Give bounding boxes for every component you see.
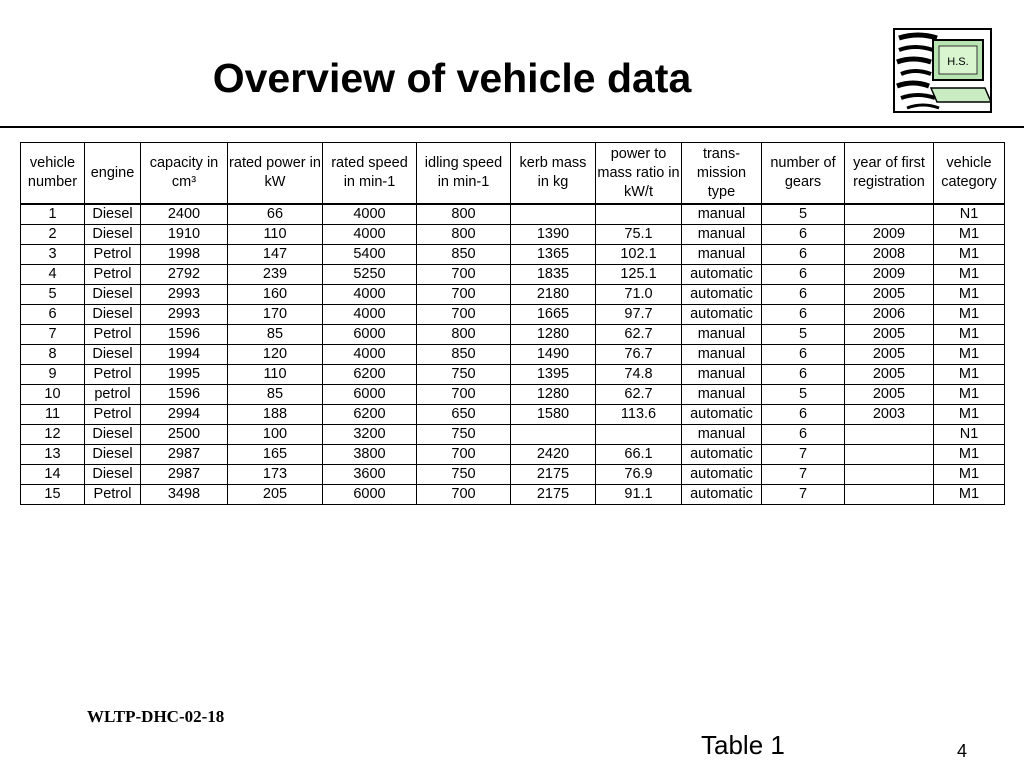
column-header: idling speed in min-1	[417, 143, 511, 205]
table-cell: 102.1	[596, 245, 682, 265]
table-cell: 13	[21, 445, 85, 465]
table-cell: Diesel	[85, 445, 141, 465]
table-cell: automatic	[682, 285, 762, 305]
table-cell: 6	[762, 265, 845, 285]
table-cell: 14	[21, 465, 85, 485]
table-cell: 125.1	[596, 265, 682, 285]
table-row	[21, 485, 1005, 505]
table-cell	[511, 425, 596, 445]
table-cell: 6000	[323, 325, 417, 345]
table-row	[21, 265, 1005, 285]
table-cell: 120	[228, 345, 323, 365]
table-cell: 85	[228, 385, 323, 405]
table-cell: 2005	[845, 345, 934, 365]
table-cell: 1365	[511, 245, 596, 265]
table-cell: 2005	[845, 325, 934, 345]
table-cell: 800	[417, 204, 511, 225]
vehicle-data-table	[20, 142, 1005, 505]
table-cell: 75.1	[596, 225, 682, 245]
table-cell: 1995	[141, 365, 228, 385]
table-cell: M1	[934, 365, 1005, 385]
table-cell: M1	[934, 385, 1005, 405]
table-cell: 2003	[845, 405, 934, 425]
table-row	[21, 445, 1005, 465]
table-cell: 2993	[141, 285, 228, 305]
table-cell: automatic	[682, 265, 762, 285]
table-cell: 700	[417, 445, 511, 465]
table-cell: 91.1	[596, 485, 682, 505]
table-cell: manual	[682, 225, 762, 245]
table-cell: 2	[21, 225, 85, 245]
table-cell: automatic	[682, 485, 762, 505]
table-cell: manual	[682, 425, 762, 445]
table-cell: 750	[417, 365, 511, 385]
table-cell: 1596	[141, 325, 228, 345]
page-title: Overview of vehicle data	[212, 55, 692, 101]
table-cell: 650	[417, 405, 511, 425]
table-cell: 6	[762, 245, 845, 265]
table-cell: M1	[934, 305, 1005, 325]
column-header: number of gears	[762, 143, 845, 205]
table-cell: 188	[228, 405, 323, 425]
table-cell: 6000	[323, 485, 417, 505]
table-cell: 700	[417, 305, 511, 325]
table-cell: manual	[682, 365, 762, 385]
table-row	[21, 425, 1005, 445]
column-header: capacity in cm³	[141, 143, 228, 205]
table-cell: 700	[417, 265, 511, 285]
column-header: power to mass ratio in kW/t	[596, 143, 682, 205]
table-cell: 850	[417, 345, 511, 365]
table-cell: 100	[228, 425, 323, 445]
table-cell: 2987	[141, 445, 228, 465]
table-cell: 2180	[511, 285, 596, 305]
table-cell	[845, 445, 934, 465]
table-row	[21, 204, 1005, 225]
table-row	[21, 225, 1005, 245]
table-cell: 2500	[141, 425, 228, 445]
table-cell: 1580	[511, 405, 596, 425]
table-cell: manual	[682, 245, 762, 265]
table-cell: automatic	[682, 445, 762, 465]
table-cell: 4000	[323, 305, 417, 325]
column-header: rated power in kW	[228, 143, 323, 205]
table-cell: 4000	[323, 345, 417, 365]
table-header-row	[21, 143, 1005, 205]
table-cell: 4	[21, 265, 85, 285]
table-cell: Petrol	[85, 485, 141, 505]
table-cell: M1	[934, 405, 1005, 425]
table-cell: manual	[682, 385, 762, 405]
table-cell: Petrol	[85, 325, 141, 345]
table-cell: 7	[762, 485, 845, 505]
document-id: WLTP-DHC-02-18	[87, 707, 225, 726]
table-cell: manual	[682, 204, 762, 225]
table-cell: 2005	[845, 365, 934, 385]
table-cell: 2994	[141, 405, 228, 425]
table-cell: 6	[762, 405, 845, 425]
table-cell: 5	[762, 204, 845, 225]
table-cell: 113.6	[596, 405, 682, 425]
column-header: engine	[85, 143, 141, 205]
table-row	[21, 345, 1005, 365]
title-divider	[0, 126, 1024, 128]
table-cell: 6	[21, 305, 85, 325]
table-cell: M1	[934, 465, 1005, 485]
table-cell: 165	[228, 445, 323, 465]
table-cell: 2400	[141, 204, 228, 225]
table-cell: 5400	[323, 245, 417, 265]
table-cell: 2009	[845, 265, 934, 285]
table-cell	[596, 425, 682, 445]
table-cell: 173	[228, 465, 323, 485]
table-cell: 2792	[141, 265, 228, 285]
table-cell: 2175	[511, 465, 596, 485]
column-header: rated speed in min-1	[323, 143, 417, 205]
table-cell: 4000	[323, 225, 417, 245]
table-cell: 2005	[845, 385, 934, 405]
column-header: trans- mission type	[682, 143, 762, 205]
table-row	[21, 325, 1005, 345]
table-cell	[596, 204, 682, 225]
table-cell: M1	[934, 485, 1005, 505]
table-cell	[845, 485, 934, 505]
table-cell: 6	[762, 225, 845, 245]
table-cell: 7	[762, 465, 845, 485]
table-cell: 5	[762, 325, 845, 345]
table-cell: 4000	[323, 285, 417, 305]
table-cell: 1280	[511, 385, 596, 405]
table-cell: Petrol	[85, 405, 141, 425]
table-cell: 147	[228, 245, 323, 265]
table-cell: 800	[417, 225, 511, 245]
page-number: 4	[957, 741, 968, 761]
table-cell: 76.9	[596, 465, 682, 485]
table-cell: Diesel	[85, 345, 141, 365]
table-cell: 62.7	[596, 385, 682, 405]
table-cell: N1	[934, 204, 1005, 225]
table-cell: 110	[228, 225, 323, 245]
table-cell: 66	[228, 204, 323, 225]
table-cell: 76.7	[596, 345, 682, 365]
table-cell: 9	[21, 365, 85, 385]
table-cell: 6	[762, 285, 845, 305]
table-cell: 6200	[323, 365, 417, 385]
table-cell: 8	[21, 345, 85, 365]
table-cell: Diesel	[85, 425, 141, 445]
table-cell: M1	[934, 225, 1005, 245]
table-cell: 12	[21, 425, 85, 445]
table-cell: 71.0	[596, 285, 682, 305]
table-cell: Diesel	[85, 465, 141, 485]
table-cell: Diesel	[85, 305, 141, 325]
table-cell: 74.8	[596, 365, 682, 385]
table-cell: 5	[21, 285, 85, 305]
column-header: vehicle category	[934, 143, 1005, 205]
table-cell: 750	[417, 465, 511, 485]
table-cell: M1	[934, 265, 1005, 285]
table-cell: 700	[417, 485, 511, 505]
table-row	[21, 245, 1005, 265]
table-cell: 2175	[511, 485, 596, 505]
table-cell: automatic	[682, 405, 762, 425]
table-cell: M1	[934, 325, 1005, 345]
table-cell: 10	[21, 385, 85, 405]
table-cell: Petrol	[85, 245, 141, 265]
table-cell: 160	[228, 285, 323, 305]
table-cell	[511, 204, 596, 225]
table-cell: 2987	[141, 465, 228, 485]
table-cell: M1	[934, 345, 1005, 365]
table-cell: manual	[682, 345, 762, 365]
table-row	[21, 465, 1005, 485]
table-cell: Diesel	[85, 285, 141, 305]
table-cell: 800	[417, 325, 511, 345]
table-cell: 5	[762, 385, 845, 405]
table-cell: 66.1	[596, 445, 682, 465]
table-cell: 62.7	[596, 325, 682, 345]
table-cell: 700	[417, 285, 511, 305]
logo-text: H.S.	[947, 56, 969, 68]
table-cell: 850	[417, 245, 511, 265]
table-cell: 7	[21, 325, 85, 345]
table-cell: 3200	[323, 425, 417, 445]
table-cell: 700	[417, 385, 511, 405]
table-cell: Petrol	[85, 265, 141, 285]
table-cell: 3	[21, 245, 85, 265]
table-cell: Diesel	[85, 225, 141, 245]
table-cell: 1	[21, 204, 85, 225]
table-cell: 6200	[323, 405, 417, 425]
table-cell: 1994	[141, 345, 228, 365]
table-cell: M1	[934, 285, 1005, 305]
table-row	[21, 405, 1005, 425]
table-cell: 3600	[323, 465, 417, 485]
table-cell: 7	[762, 445, 845, 465]
table-cell: 6	[762, 365, 845, 385]
table-cell: 1998	[141, 245, 228, 265]
table-cell: 6000	[323, 385, 417, 405]
column-header: vehicle number	[21, 143, 85, 205]
table-cell: 2993	[141, 305, 228, 325]
table-cell: 2420	[511, 445, 596, 465]
table-cell	[845, 425, 934, 445]
computer-logo-icon	[893, 28, 993, 114]
table-body	[21, 204, 1005, 505]
table-cell: 4000	[323, 204, 417, 225]
table-cell: 750	[417, 425, 511, 445]
table-cell: automatic	[682, 465, 762, 485]
table-cell: 2006	[845, 305, 934, 325]
table-cell: 205	[228, 485, 323, 505]
table-row	[21, 305, 1005, 325]
table-cell: petrol	[85, 385, 141, 405]
table-cell: 6	[762, 425, 845, 445]
table-cell	[845, 465, 934, 485]
table-cell: M1	[934, 445, 1005, 465]
table-cell: Petrol	[85, 365, 141, 385]
table-cell: 85	[228, 325, 323, 345]
table-cell: 2005	[845, 285, 934, 305]
table-cell: 1665	[511, 305, 596, 325]
table-caption: Table 1	[701, 730, 785, 760]
table-cell: automatic	[682, 305, 762, 325]
table-cell: 97.7	[596, 305, 682, 325]
table-row	[21, 385, 1005, 405]
table-cell: 3498	[141, 485, 228, 505]
table-row	[21, 365, 1005, 385]
table-cell: Diesel	[85, 204, 141, 225]
table-cell: 11	[21, 405, 85, 425]
column-header: year of first registration	[845, 143, 934, 205]
table-cell: 1835	[511, 265, 596, 285]
table-cell: 1390	[511, 225, 596, 245]
table-cell: 6	[762, 345, 845, 365]
table-cell: 15	[21, 485, 85, 505]
table-cell: 1910	[141, 225, 228, 245]
table-cell	[845, 204, 934, 225]
table-cell: M1	[934, 245, 1005, 265]
table-row	[21, 285, 1005, 305]
table-cell: 6	[762, 305, 845, 325]
table-cell: 170	[228, 305, 323, 325]
table-cell: manual	[682, 325, 762, 345]
table-cell: 110	[228, 365, 323, 385]
table-cell: 5250	[323, 265, 417, 285]
table-cell: 1395	[511, 365, 596, 385]
table-cell: N1	[934, 425, 1005, 445]
table-cell: 2009	[845, 225, 934, 245]
table-cell: 1596	[141, 385, 228, 405]
table-cell: 1490	[511, 345, 596, 365]
table-cell: 2008	[845, 245, 934, 265]
table-cell: 3800	[323, 445, 417, 465]
table-cell: 1280	[511, 325, 596, 345]
table-cell: 239	[228, 265, 323, 285]
column-header: kerb mass in kg	[511, 143, 596, 205]
